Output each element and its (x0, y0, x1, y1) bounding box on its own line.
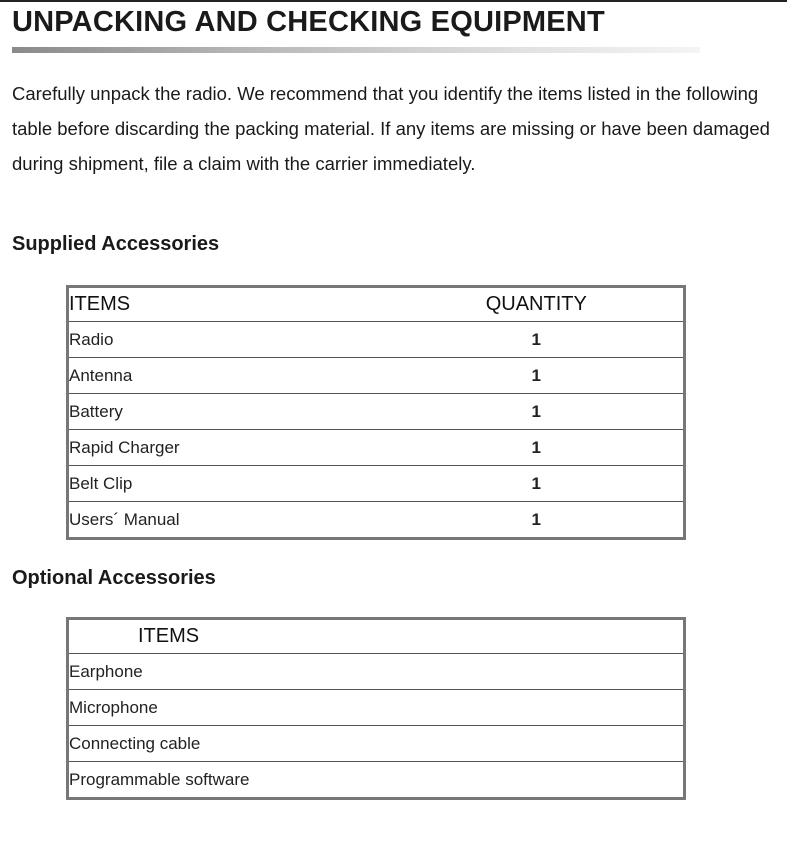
table-row (68, 726, 685, 762)
optional-accessories-heading: Optional Accessories (12, 567, 216, 589)
item-name-cell: Battery (68, 394, 390, 430)
items-column-header: ITEMS (68, 287, 390, 322)
item-name-cell: Earphone (68, 654, 685, 690)
item-name-cell: Programmable software (69, 769, 250, 789)
top-border (0, 0, 787, 2)
item-name-cell: Rapid Charger (68, 430, 390, 466)
supplied-table-body (68, 322, 685, 539)
page-title: UNPACKING AND CHECKING EQUIPMENT (12, 6, 605, 38)
table-row (68, 430, 685, 466)
optional-table-body (68, 654, 685, 799)
table-row (68, 394, 685, 430)
table-header-row (68, 287, 685, 322)
quantity-column-header: QUANTITY (390, 287, 685, 322)
quantity-cell: 1 (390, 466, 685, 502)
quantity-cell: 1 (531, 509, 541, 529)
item-name-cell: Users´ Manual (69, 509, 180, 529)
item-name-cell: Belt Clip (68, 466, 390, 502)
item-name-cell: Connecting cable (68, 726, 685, 762)
optional-accessories-table (66, 617, 686, 800)
supplied-accessories-table (66, 285, 686, 540)
table-row (68, 322, 685, 358)
supplied-accessories-heading: Supplied Accessories (12, 233, 220, 255)
table-header-row (68, 619, 685, 654)
table-row (68, 502, 685, 539)
table-row (68, 358, 685, 394)
quantity-cell: 1 (390, 322, 685, 358)
quantity-cell: 1 (390, 394, 685, 430)
items-column-header: ITEMS (68, 619, 685, 654)
item-name-cell: Antenna (68, 358, 390, 394)
table-row (68, 466, 685, 502)
quantity-cell: 1 (390, 430, 685, 466)
item-name-cell: Microphone (68, 690, 685, 726)
quantity-cell: 1 (390, 358, 685, 394)
table-row (68, 654, 685, 690)
table-row (68, 690, 685, 726)
item-name-cell: Radio (68, 322, 390, 358)
intro-paragraph: Carefully unpack the radio. We recommend that you identify the items listed in the following table before discarding the packing material. If any items are missing or have been damaged during shipment, file a claim with the carrier immediately. (12, 83, 770, 174)
table-row (68, 762, 685, 799)
title-underline-bar (12, 47, 700, 53)
